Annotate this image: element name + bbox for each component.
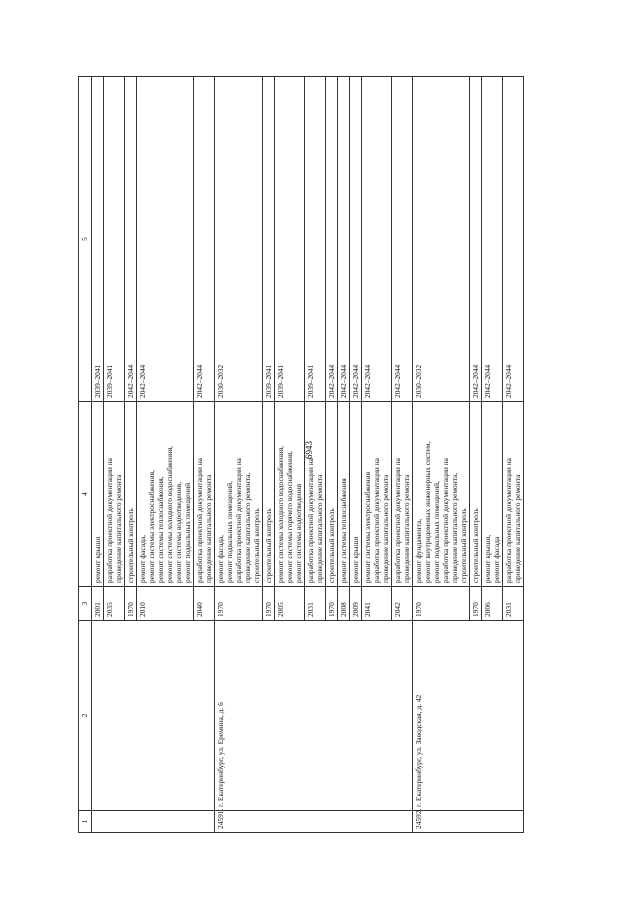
works-cell: [362, 402, 392, 587]
period-cell: 2039–2041: [263, 77, 275, 402]
works-cell: [482, 402, 503, 587]
works-cell: [125, 402, 137, 587]
year-cell: 1970: [470, 587, 482, 621]
period-cell: 2042–2044: [350, 77, 362, 402]
work-item: проведение капитального ремонта: [315, 474, 324, 583]
works-cell: [92, 402, 104, 587]
column-header: 3: [79, 587, 92, 621]
work-item: ремонт внутридомовых инженерных систем,: [423, 441, 432, 583]
year-cell: 1970: [413, 587, 470, 621]
works-cell: [392, 402, 413, 587]
table-body: [92, 77, 524, 833]
period-cell: 2030–2032: [215, 77, 263, 402]
house-number-cell: [92, 811, 215, 833]
work-item: проведение капитального ремонта: [513, 474, 522, 583]
period-cell: 2039–2041: [104, 77, 125, 402]
period-cell: 2042–2044: [137, 77, 194, 402]
year-cell: 1970: [125, 587, 137, 621]
year-cell: 2040: [194, 587, 215, 621]
work-item: ремонт фасада: [492, 536, 501, 583]
year-cell: 2008: [338, 587, 350, 621]
period-cell: 2042–2044: [125, 77, 137, 402]
work-item: ремонт подвальных помещений: [183, 482, 192, 583]
table-row: [215, 77, 263, 833]
period-cell: 2030–2032: [413, 77, 470, 402]
works-cell: [413, 402, 470, 587]
work-item: ремонт системы холодного водоснабжения,: [276, 446, 285, 583]
page-number: 6943: [304, 441, 314, 459]
work-item: разработка проектной документации на: [234, 458, 243, 583]
address-cell: г. Екатеринбург, ул. Еремина, д. 6: [215, 621, 413, 811]
works-cell: [263, 402, 275, 587]
period-cell: 2039–2041: [92, 77, 104, 402]
year-cell: 2042: [392, 587, 413, 621]
works-cell: [470, 402, 482, 587]
year-cell: 2010: [137, 587, 194, 621]
works-cell: [350, 402, 362, 587]
year-cell: 2031: [305, 587, 326, 621]
work-item: разработка проектной документации на: [306, 458, 315, 583]
period-cell: 2039–2041: [275, 77, 305, 402]
works-cell: [275, 402, 305, 587]
work-item: проведение капитального ремонта,: [450, 472, 459, 583]
work-item: ремонт системы горячего водоснабжения,: [285, 450, 294, 583]
period-cell: 2042–2044: [338, 77, 350, 402]
works-cell: [104, 402, 125, 587]
table-row: [413, 77, 470, 833]
column-header: 4: [79, 402, 92, 587]
work-item: строительный контроль: [126, 508, 135, 583]
work-item: ремонт фундамента,: [414, 518, 423, 583]
work-item: ремонт системы электроснабжения: [363, 472, 372, 583]
address-cell: г. Екатеринбург, ул. Заводская, д. 42: [413, 621, 524, 811]
column-header: 1: [79, 811, 92, 833]
period-cell: 2042–2044: [470, 77, 482, 402]
work-item: ремонт крыши: [93, 536, 102, 583]
work-item: строительный контроль: [459, 508, 468, 583]
rotated-page-content: [78, 77, 588, 833]
work-item: строительный контроль: [252, 508, 261, 583]
work-item: ремонт крыши,: [483, 534, 492, 583]
work-item: разработка проектной документации на: [195, 458, 204, 583]
works-cell: [137, 402, 194, 587]
year-cell: 1970: [263, 587, 275, 621]
work-item: проведение капитального ремонта: [114, 474, 123, 583]
work-item: разработка проектной документации на: [372, 458, 381, 583]
period-cell: 2042–2044: [392, 77, 413, 402]
work-item: ремонт системы водоотведения,: [174, 482, 183, 583]
house-number-cell: 24591.: [215, 811, 413, 833]
year-cell: 2001: [92, 587, 104, 621]
year-cell: 1970: [326, 587, 338, 621]
work-item: ремонт системы водоотведения: [294, 483, 303, 583]
works-cell: [503, 402, 524, 587]
work-item: проведение капитального ремонта: [402, 474, 411, 583]
year-cell: 2041: [362, 587, 392, 621]
period-cell: 2042–2044: [194, 77, 215, 402]
work-item: разработка проектной документации на: [393, 458, 402, 583]
work-item: проведение капитального ремонта: [381, 474, 390, 583]
works-cell: [215, 402, 263, 587]
works-cell: [326, 402, 338, 587]
year-cell: 2031: [503, 587, 524, 621]
works-cell: [338, 402, 350, 587]
work-item: ремонт системы холодного водоснабжения,: [165, 446, 174, 583]
house-number-cell: 24592.: [413, 811, 524, 833]
work-item: ремонт фасада,: [138, 535, 147, 583]
work-item: строительный контроль: [471, 508, 480, 583]
column-header: 5: [79, 77, 92, 402]
year-cell: 2035: [104, 587, 125, 621]
period-cell: 2039–2041: [305, 77, 326, 402]
work-item: строительный контроль: [264, 508, 273, 583]
repair-schedule-table: [78, 76, 524, 833]
period-cell: 2042–2044: [326, 77, 338, 402]
work-item: проведение капитального ремонта,: [243, 472, 252, 583]
work-item: строительный контроль: [327, 508, 336, 583]
year-cell: 2009: [350, 587, 362, 621]
table-row: [92, 77, 104, 833]
period-cell: 2042–2044: [503, 77, 524, 402]
work-item: ремонт крыши: [351, 536, 360, 583]
work-item: ремонт системы теплоснабжения: [339, 478, 348, 583]
work-item: ремонт фасада,: [216, 535, 225, 583]
work-item: ремонт системы электроснабжения,: [147, 470, 156, 583]
column-header: 2: [79, 621, 92, 811]
year-cell: 2005: [275, 587, 305, 621]
period-cell: 2042–2044: [362, 77, 392, 402]
works-cell: [305, 402, 326, 587]
work-item: проведение капитального ремонта: [204, 474, 213, 583]
work-item: разработка проектной документации на: [441, 458, 450, 583]
work-item: ремонт системы теплоснабжения,: [156, 476, 165, 583]
year-cell: 1970: [215, 587, 263, 621]
address-cell: [92, 621, 215, 811]
work-item: ремонт подвальных помещений,: [432, 481, 441, 583]
period-cell: 2042–2044: [482, 77, 503, 402]
work-item: разработка проектной документации на: [105, 458, 114, 583]
works-cell: [194, 402, 215, 587]
work-item: разработка проектной документации на: [504, 458, 513, 583]
work-item: ремонт подвальных помещений,: [225, 481, 234, 583]
header-row: [79, 77, 92, 833]
year-cell: 2006: [482, 587, 503, 621]
